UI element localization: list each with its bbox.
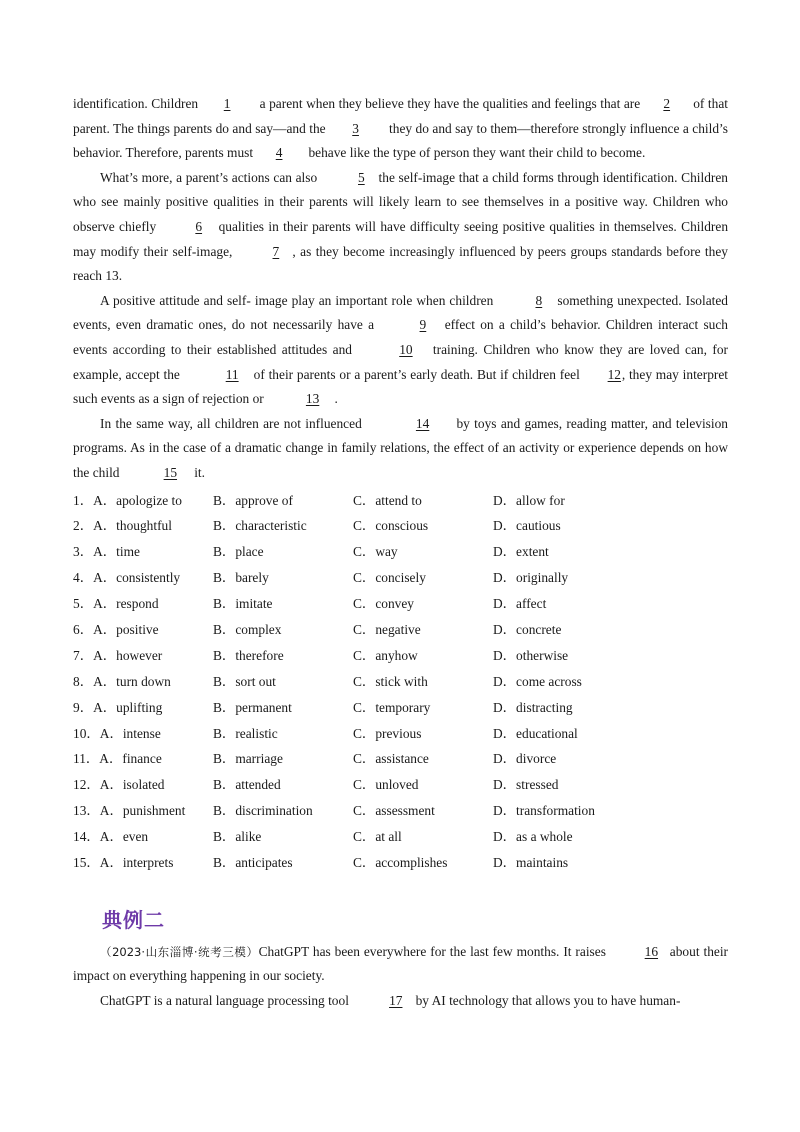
source-citation: （2023·山东淄博·统考三模） xyxy=(100,944,259,959)
option-c[interactable]: C．way xyxy=(353,544,398,560)
passage-paragraph-3: A positive attitude and self- image play an important role when children 8 something unexpected. Isolated events, even dramatic ones, do not necessarily have a 9 effect on a child’s behavior. Children interact such events according to their established attitudes and 10 training. Children who know they are loved can, for example, accept the 11 of their parents or a parent’s early death. But if children feel 12, they may interpret such events as a sign of rejection or 13 . xyxy=(73,289,728,412)
option-d[interactable]: D．transformation xyxy=(493,803,595,819)
option-b[interactable]: B．alike xyxy=(213,829,262,845)
blank-4: 4 xyxy=(275,145,283,161)
option-c[interactable]: C．unloved xyxy=(353,777,419,793)
option-c[interactable]: C．previous xyxy=(353,725,422,741)
option-d[interactable]: D．extent xyxy=(493,544,549,560)
option-b[interactable]: B．marriage xyxy=(213,751,283,767)
question-row xyxy=(73,746,728,772)
passage-paragraph-2: What’s more, a parent’s actions can also 5 the self-image that a child forms through identification. Children who see mainly positive qualities in their parents will likely learn to see themselves in a positive way. Children who observe chiefly 6 qualities in their parents will have difficulty seeing positive qualities in themselves. Children may modify their self-image, 7 , as they become increasingly influenced by peers groups standards before they reach 13. xyxy=(73,166,728,289)
question-row xyxy=(73,643,728,669)
option-a[interactable]: 13．A．punishment xyxy=(73,803,186,819)
passage-paragraph-4: In the same way, all children are not influenced 14 by toys and games, reading matter, and television programs. As in the case of a dramatic change in family relations, the effect of an activity or experience depends on how the child 15 it. xyxy=(73,412,728,486)
option-d[interactable]: D．maintains xyxy=(493,854,569,870)
option-c[interactable]: C．temporary xyxy=(353,699,431,715)
blank-15: 15 xyxy=(163,464,178,480)
blank-2: 2 xyxy=(663,96,671,111)
options-list xyxy=(73,488,728,876)
blank-7: 7 xyxy=(272,243,280,259)
option-c[interactable]: C．at all xyxy=(353,829,402,845)
blank-5: 5 xyxy=(358,169,365,185)
option-a[interactable]: 1．A．apologize to xyxy=(73,492,182,508)
blank-9: 9 xyxy=(419,317,427,333)
option-a[interactable]: 9．A．uplifting xyxy=(73,699,163,715)
option-a[interactable]: 14．A．even xyxy=(73,829,149,845)
option-a[interactable]: 12．A．isolated xyxy=(73,777,165,793)
question-row xyxy=(73,617,728,643)
option-b[interactable]: B．place xyxy=(213,544,264,560)
blank-12: 12 xyxy=(607,366,621,382)
option-d[interactable]: D．as a whole xyxy=(493,829,573,845)
blank-14: 14 xyxy=(415,415,430,431)
option-a[interactable]: 11．A．finance xyxy=(73,751,162,767)
blank-13: 13 xyxy=(305,391,320,407)
option-d[interactable]: D．cautious xyxy=(493,518,561,534)
blank-11: 11 xyxy=(225,366,239,382)
option-c[interactable]: C．concisely xyxy=(353,570,426,586)
option-a[interactable]: 4．A．consistently xyxy=(73,570,181,586)
question-row xyxy=(73,565,728,591)
option-a[interactable]: 15．A．interprets xyxy=(73,854,174,870)
option-b[interactable]: B．attended xyxy=(213,777,281,793)
option-a[interactable]: 10．A．intense xyxy=(73,725,161,741)
option-a[interactable]: 6．A．positive xyxy=(73,621,159,637)
question-row xyxy=(73,539,728,565)
option-d[interactable]: D．stressed xyxy=(493,777,559,793)
blank-10: 10 xyxy=(399,341,413,357)
option-c[interactable]: C．anyhow xyxy=(353,647,418,663)
option-d[interactable]: D．distracting xyxy=(493,699,573,715)
question-row xyxy=(73,798,728,824)
option-d[interactable]: D．come across xyxy=(493,673,582,689)
option-d[interactable]: D．divorce xyxy=(493,751,557,767)
question-row xyxy=(73,488,728,514)
blank-3: 3 xyxy=(352,120,359,136)
question-row xyxy=(73,695,728,721)
blank-16: 16 xyxy=(644,943,659,959)
option-d[interactable]: D．educational xyxy=(493,725,578,741)
option-d[interactable]: D．originally xyxy=(493,570,569,586)
option-b[interactable]: B．imitate xyxy=(213,596,273,612)
option-b[interactable]: B．discrimination xyxy=(213,803,313,819)
option-a[interactable]: 8．A．turn down xyxy=(73,673,171,689)
passage-paragraph-1: identification. Children 1 a parent when they believe they have the qualities and feelings that are 2 of that parent. The things parents do and say—and the 3 they do and say to them—therefore strongly influence a child’s behavior. Therefore, parents must 4 behave like the type of person they want their child to become. xyxy=(73,92,728,166)
blank-8: 8 xyxy=(535,292,543,308)
option-b[interactable]: B．anticipates xyxy=(213,854,293,870)
section2-paragraph-2: ChatGPT is a natural language processing tool 17 by AI technology that allows you to have human- xyxy=(73,989,728,1014)
option-c[interactable]: C．assessment xyxy=(353,803,435,819)
option-d[interactable]: D．allow for xyxy=(493,492,565,508)
section-heading: 典例二 xyxy=(102,907,165,932)
option-d[interactable]: D．concrete xyxy=(493,621,562,637)
question-row xyxy=(73,824,728,850)
option-d[interactable]: D．otherwise xyxy=(493,647,569,663)
option-c[interactable]: C．conscious xyxy=(353,518,429,534)
option-b[interactable]: B．realistic xyxy=(213,725,278,741)
blank-6: 6 xyxy=(195,218,203,234)
blank-17: 17 xyxy=(389,993,403,1009)
question-row xyxy=(73,850,728,876)
option-b[interactable]: B．approve of xyxy=(213,492,293,508)
option-a[interactable]: 7．A．however xyxy=(73,647,163,663)
question-row xyxy=(73,669,728,695)
option-a[interactable]: 3．A．time xyxy=(73,544,140,560)
section2-paragraph-1: （2023·山东淄博·统考三模）ChatGPT has been everywhere for the last few months. It raises 16 about their impact on everything happening in our society. xyxy=(73,940,728,989)
option-c[interactable]: C．assistance xyxy=(353,751,429,767)
option-d[interactable]: D．affect xyxy=(493,596,547,612)
document-content xyxy=(73,92,728,1014)
option-b[interactable]: B．complex xyxy=(213,621,282,637)
blank-1: 1 xyxy=(223,96,231,111)
option-c[interactable]: C．negative xyxy=(353,621,421,637)
question-row xyxy=(73,721,728,747)
option-b[interactable]: B．barely xyxy=(213,570,269,586)
option-a[interactable]: 2．A．thoughtful xyxy=(73,518,172,534)
question-row xyxy=(73,772,728,798)
question-row xyxy=(73,591,728,617)
option-c[interactable]: C．stick with xyxy=(353,673,428,689)
option-c[interactable]: C．convey xyxy=(353,596,414,612)
question-row xyxy=(73,513,728,539)
option-b[interactable]: B．permanent xyxy=(213,699,292,715)
option-b[interactable]: B．sort out xyxy=(213,673,276,689)
option-a[interactable]: 5．A．respond xyxy=(73,596,159,612)
option-c[interactable]: C．accomplishes xyxy=(353,854,448,870)
option-b[interactable]: B．characteristic xyxy=(213,518,307,534)
option-c[interactable]: C．attend to xyxy=(353,492,422,508)
option-b[interactable]: B．therefore xyxy=(213,647,284,663)
